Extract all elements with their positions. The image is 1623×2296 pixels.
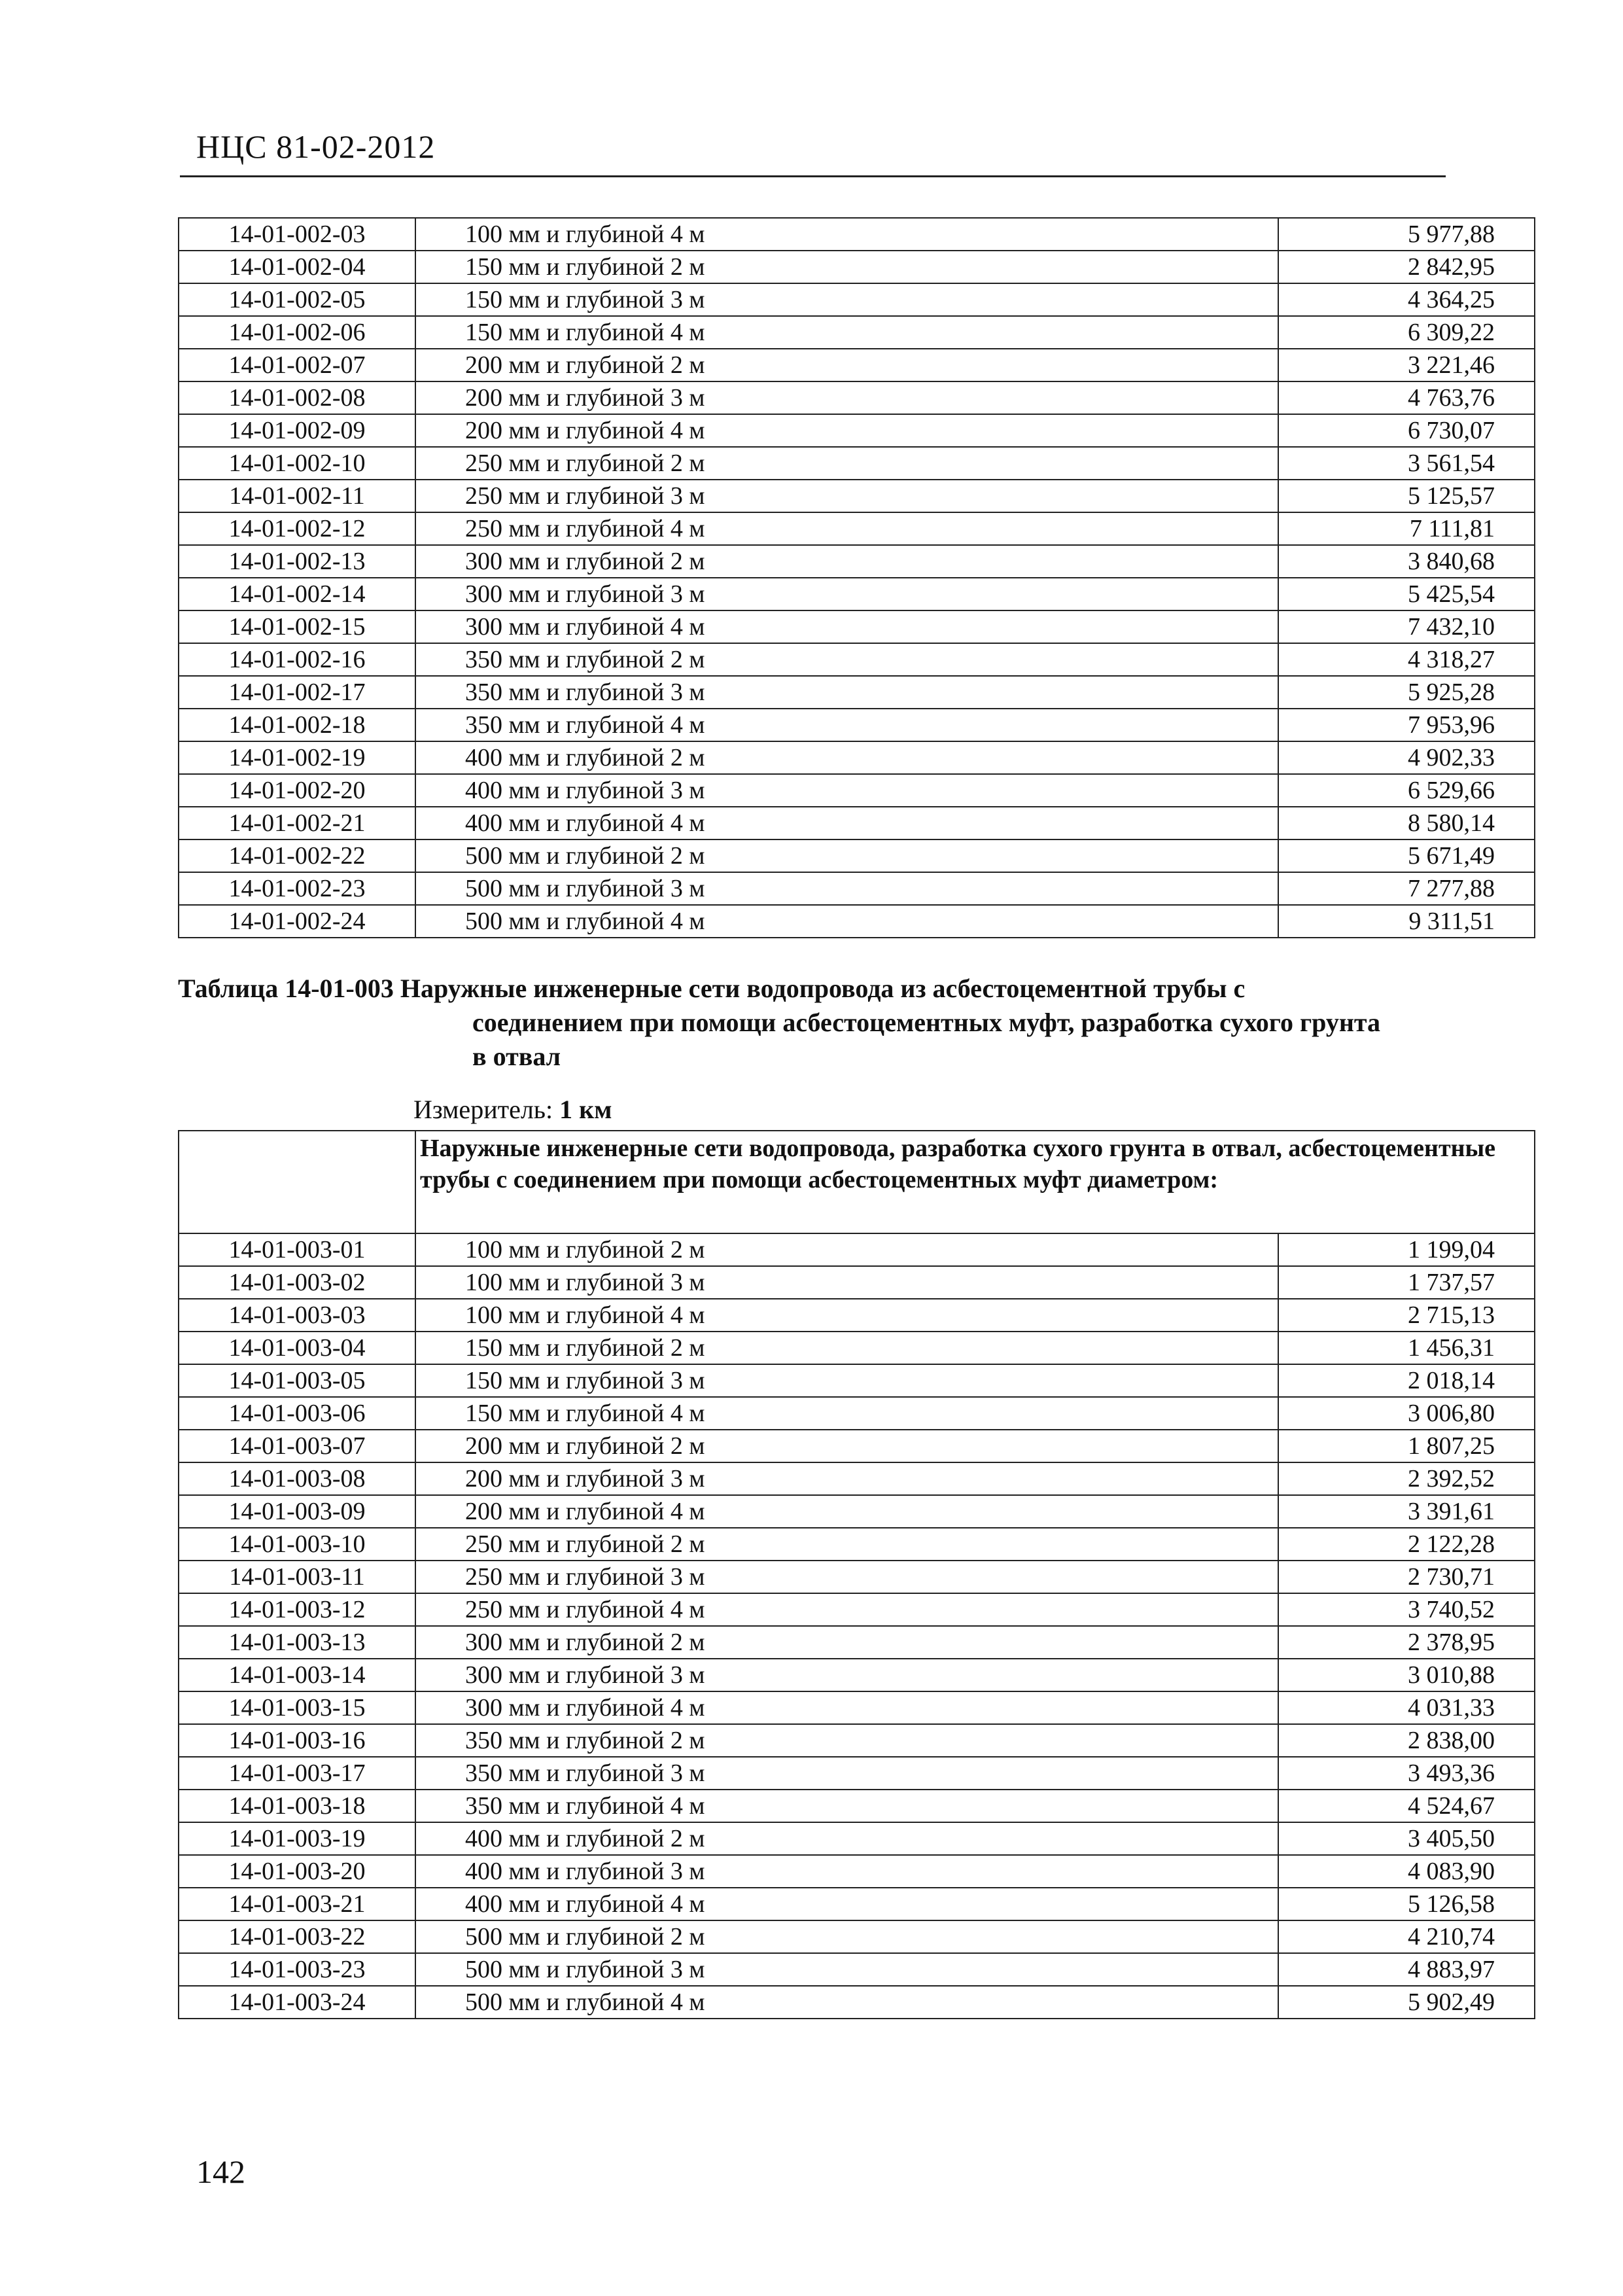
- table-row: [179, 218, 1535, 251]
- table-header-text: Наружные инженерные сети водопровода, разработка сухого грунта в отвал, асбестоцементные трубы с соединением при помощи асбестоцементных муфт диаметром:: [420, 1135, 1496, 1193]
- table-body: [179, 1131, 1535, 2019]
- table-header-row: [179, 1131, 1535, 1233]
- description-cell: 350 мм и глубиной 3 м: [415, 1757, 1278, 1790]
- table-header-empty-cell: [179, 1131, 415, 1233]
- table-row: [179, 1855, 1535, 1888]
- code-cell: 14-01-002-11: [179, 480, 415, 512]
- price-cell: 4 210,74: [1278, 1920, 1535, 1953]
- price-cell: 4 318,27: [1278, 643, 1535, 676]
- table-row: [179, 1233, 1535, 1266]
- document-title: НЦС 81-02-2012: [196, 128, 436, 165]
- price-cell: 7 111,81: [1278, 512, 1535, 545]
- description-cell: 150 мм и глубиной 2 м: [415, 251, 1278, 283]
- description-cell: 400 мм и глубиной 3 м: [415, 1855, 1278, 1888]
- code-cell: 14-01-003-03: [179, 1299, 415, 1332]
- price-cell: 2 392,52: [1278, 1462, 1535, 1495]
- description-cell: 250 мм и глубиной 4 м: [415, 512, 1278, 545]
- price-cell: 2 730,71: [1278, 1561, 1535, 1593]
- description-cell: 300 мм и глубиной 4 м: [415, 610, 1278, 643]
- code-cell: 14-01-003-04: [179, 1332, 415, 1364]
- code-cell: 14-01-002-21: [179, 807, 415, 839]
- description-cell: 200 мм и глубиной 3 м: [415, 381, 1278, 414]
- table-row: [179, 1724, 1535, 1757]
- code-cell: 14-01-002-04: [179, 251, 415, 283]
- table-row: [179, 1920, 1535, 1953]
- code-cell: 14-01-003-01: [179, 1233, 415, 1266]
- table-row: [179, 1299, 1535, 1332]
- table-row: [179, 610, 1535, 643]
- measurement-unit-value: 1 км: [559, 1095, 612, 1124]
- price-cell: 4 883,97: [1278, 1953, 1535, 1986]
- table-row: [179, 1822, 1535, 1855]
- description-cell: 250 мм и глубиной 4 м: [415, 1593, 1278, 1626]
- table-row: [179, 1626, 1535, 1659]
- page-number: 142: [196, 2153, 245, 2190]
- description-cell: 500 мм и глубиной 3 м: [415, 1953, 1278, 1986]
- price-cell: 6 730,07: [1278, 414, 1535, 447]
- description-cell: 300 мм и глубиной 2 м: [415, 545, 1278, 578]
- price-cell: 3 740,52: [1278, 1593, 1535, 1626]
- table-row: [179, 1593, 1535, 1626]
- code-cell: 14-01-002-12: [179, 512, 415, 545]
- price-cell: 6 309,22: [1278, 316, 1535, 349]
- price-cell: 2 378,95: [1278, 1626, 1535, 1659]
- description-cell: 350 мм и глубиной 3 м: [415, 676, 1278, 709]
- price-cell: 4 083,90: [1278, 1855, 1535, 1888]
- code-cell: 14-01-003-21: [179, 1888, 415, 1920]
- price-cell: 2 838,00: [1278, 1724, 1535, 1757]
- price-cell: 3 493,36: [1278, 1757, 1535, 1790]
- code-cell: 14-01-003-11: [179, 1561, 415, 1593]
- table-row: [179, 1332, 1535, 1364]
- table-row: [179, 1430, 1535, 1462]
- description-cell: 500 мм и глубиной 2 м: [415, 1920, 1278, 1953]
- table-row: [179, 251, 1535, 283]
- table-row: [179, 480, 1535, 512]
- table-body: [179, 218, 1535, 938]
- price-cell: 5 902,49: [1278, 1986, 1535, 2019]
- code-cell: 14-01-003-10: [179, 1528, 415, 1561]
- price-cell: 1 199,04: [1278, 1233, 1535, 1266]
- table-row: [179, 676, 1535, 709]
- price-cell: 5 125,57: [1278, 480, 1535, 512]
- description-cell: 100 мм и глубиной 2 м: [415, 1233, 1278, 1266]
- code-cell: 14-01-003-09: [179, 1495, 415, 1528]
- table-row: [179, 1659, 1535, 1691]
- description-cell: 200 мм и глубиной 4 м: [415, 414, 1278, 447]
- price-cell: 2 018,14: [1278, 1364, 1535, 1397]
- description-cell: 150 мм и глубиной 4 м: [415, 316, 1278, 349]
- price-cell: 4 902,33: [1278, 741, 1535, 774]
- code-cell: 14-01-002-16: [179, 643, 415, 676]
- code-cell: 14-01-002-23: [179, 872, 415, 905]
- table-caption-line-1: Наружные инженерные сети водопровода из асбестоцементной трубы с: [400, 974, 1246, 1003]
- price-cell: 7 432,10: [1278, 610, 1535, 643]
- code-cell: 14-01-002-08: [179, 381, 415, 414]
- code-cell: 14-01-002-14: [179, 578, 415, 610]
- description-cell: 150 мм и глубиной 3 м: [415, 1364, 1278, 1397]
- table-row: [179, 1397, 1535, 1430]
- code-cell: 14-01-002-03: [179, 218, 415, 251]
- price-cell: 5 425,54: [1278, 578, 1535, 610]
- measurement-unit-label: Измеритель:: [413, 1095, 553, 1124]
- price-cell: 5 925,28: [1278, 676, 1535, 709]
- price-table-14-01-002: [178, 217, 1535, 938]
- code-cell: 14-01-003-07: [179, 1430, 415, 1462]
- code-cell: 14-01-003-16: [179, 1724, 415, 1757]
- code-cell: 14-01-002-10: [179, 447, 415, 480]
- description-cell: 250 мм и глубиной 2 м: [415, 447, 1278, 480]
- price-cell: 6 529,66: [1278, 774, 1535, 807]
- description-cell: 250 мм и глубиной 3 м: [415, 480, 1278, 512]
- description-cell: 400 мм и глубиной 4 м: [415, 1888, 1278, 1920]
- price-cell: 1 737,57: [1278, 1266, 1535, 1299]
- price-cell: 1 456,31: [1278, 1332, 1535, 1364]
- price-cell: 3 391,61: [1278, 1495, 1535, 1528]
- table-row: [179, 1790, 1535, 1822]
- price-cell: 2 122,28: [1278, 1528, 1535, 1561]
- code-cell: 14-01-002-05: [179, 283, 415, 316]
- code-cell: 14-01-003-19: [179, 1822, 415, 1855]
- description-cell: 400 мм и глубиной 4 м: [415, 807, 1278, 839]
- price-cell: 1 807,25: [1278, 1430, 1535, 1462]
- table-row: [179, 1266, 1535, 1299]
- table-row: [179, 839, 1535, 872]
- price-cell: 2 842,95: [1278, 251, 1535, 283]
- code-cell: 14-01-003-02: [179, 1266, 415, 1299]
- code-cell: 14-01-002-09: [179, 414, 415, 447]
- description-cell: 100 мм и глубиной 3 м: [415, 1266, 1278, 1299]
- table-row: [179, 414, 1535, 447]
- description-cell: 350 мм и глубиной 4 м: [415, 709, 1278, 741]
- table-caption-label: Таблица 14-01-003: [178, 974, 394, 1003]
- code-cell: 14-01-002-15: [179, 610, 415, 643]
- price-cell: 3 405,50: [1278, 1822, 1535, 1855]
- code-cell: 14-01-003-18: [179, 1790, 415, 1822]
- description-cell: 400 мм и глубиной 2 м: [415, 741, 1278, 774]
- description-cell: 250 мм и глубиной 2 м: [415, 1528, 1278, 1561]
- description-cell: 500 мм и глубиной 4 м: [415, 905, 1278, 938]
- code-cell: 14-01-002-19: [179, 741, 415, 774]
- table-row: [179, 1888, 1535, 1920]
- description-cell: 500 мм и глубиной 3 м: [415, 872, 1278, 905]
- code-cell: 14-01-003-12: [179, 1593, 415, 1626]
- price-cell: 2 715,13: [1278, 1299, 1535, 1332]
- table-row: [179, 1462, 1535, 1495]
- description-cell: 300 мм и глубиной 3 м: [415, 578, 1278, 610]
- code-cell: 14-01-002-07: [179, 349, 415, 381]
- code-cell: 14-01-002-20: [179, 774, 415, 807]
- table-row: [179, 1953, 1535, 1986]
- table-caption-line-3: в отвал: [472, 1042, 561, 1071]
- price-cell: 5 126,58: [1278, 1888, 1535, 1920]
- price-cell: 7 953,96: [1278, 709, 1535, 741]
- code-cell: 14-01-002-24: [179, 905, 415, 938]
- table-row: [179, 1561, 1535, 1593]
- table-row: [179, 1528, 1535, 1561]
- table-row: [179, 1364, 1535, 1397]
- code-cell: 14-01-003-05: [179, 1364, 415, 1397]
- table-row: [179, 578, 1535, 610]
- table-row: [179, 774, 1535, 807]
- description-cell: 200 мм и глубиной 4 м: [415, 1495, 1278, 1528]
- header-divider: [180, 175, 1446, 177]
- table-row: [179, 447, 1535, 480]
- table-row: [179, 316, 1535, 349]
- price-cell: 8 580,14: [1278, 807, 1535, 839]
- code-cell: 14-01-002-06: [179, 316, 415, 349]
- code-cell: 14-01-003-06: [179, 1397, 415, 1430]
- code-cell: 14-01-003-08: [179, 1462, 415, 1495]
- price-cell: 9 311,51: [1278, 905, 1535, 938]
- code-cell: 14-01-003-14: [179, 1659, 415, 1691]
- code-cell: 14-01-003-13: [179, 1626, 415, 1659]
- price-cell: 3 561,54: [1278, 447, 1535, 480]
- table-row: [179, 1986, 1535, 2019]
- description-cell: 300 мм и глубиной 2 м: [415, 1626, 1278, 1659]
- description-cell: 350 мм и глубиной 4 м: [415, 1790, 1278, 1822]
- table-row: [179, 1757, 1535, 1790]
- price-cell: 5 977,88: [1278, 218, 1535, 251]
- table-row: [179, 1495, 1535, 1528]
- table-row: [179, 643, 1535, 676]
- code-cell: 14-01-003-22: [179, 1920, 415, 1953]
- description-cell: 200 мм и глубиной 2 м: [415, 1430, 1278, 1462]
- description-cell: 150 мм и глубиной 4 м: [415, 1397, 1278, 1430]
- table-row: [179, 283, 1535, 316]
- table-header-cell: [415, 1131, 1535, 1233]
- code-cell: 14-01-003-17: [179, 1757, 415, 1790]
- description-cell: 200 мм и глубиной 2 м: [415, 349, 1278, 381]
- price-cell: 4 031,33: [1278, 1691, 1535, 1724]
- price-cell: 3 221,46: [1278, 349, 1535, 381]
- code-cell: 14-01-003-15: [179, 1691, 415, 1724]
- table-row: [179, 741, 1535, 774]
- table-row: [179, 709, 1535, 741]
- code-cell: 14-01-003-24: [179, 1986, 415, 2019]
- price-cell: 3 006,80: [1278, 1397, 1535, 1430]
- code-cell: 14-01-002-13: [179, 545, 415, 578]
- description-cell: 150 мм и глубиной 3 м: [415, 283, 1278, 316]
- table-caption: [178, 972, 1460, 1074]
- table-row: [179, 1691, 1535, 1724]
- table-row: [179, 872, 1535, 905]
- description-cell: 500 мм и глубиной 4 м: [415, 1986, 1278, 2019]
- description-cell: 400 мм и глубиной 2 м: [415, 1822, 1278, 1855]
- description-cell: 500 мм и глубиной 2 м: [415, 839, 1278, 872]
- price-table-14-01-003: [178, 1130, 1535, 2019]
- code-cell: 14-01-003-20: [179, 1855, 415, 1888]
- price-cell: 3 840,68: [1278, 545, 1535, 578]
- table-row: [179, 807, 1535, 839]
- price-cell: 7 277,88: [1278, 872, 1535, 905]
- description-cell: 400 мм и глубиной 3 м: [415, 774, 1278, 807]
- description-cell: 350 мм и глубиной 2 м: [415, 643, 1278, 676]
- description-cell: 200 мм и глубиной 3 м: [415, 1462, 1278, 1495]
- price-cell: 4 364,25: [1278, 283, 1535, 316]
- code-cell: 14-01-002-22: [179, 839, 415, 872]
- description-cell: 300 мм и глубиной 4 м: [415, 1691, 1278, 1724]
- price-cell: 4 763,76: [1278, 381, 1535, 414]
- description-cell: 150 мм и глубиной 2 м: [415, 1332, 1278, 1364]
- table-row: [179, 545, 1535, 578]
- description-cell: 100 мм и глубиной 4 м: [415, 218, 1278, 251]
- table-row: [179, 381, 1535, 414]
- description-cell: 300 мм и глубиной 3 м: [415, 1659, 1278, 1691]
- price-cell: 4 524,67: [1278, 1790, 1535, 1822]
- price-cell: 3 010,88: [1278, 1659, 1535, 1691]
- code-cell: 14-01-002-18: [179, 709, 415, 741]
- table-row: [179, 349, 1535, 381]
- measurement-unit: [413, 1094, 612, 1125]
- table-row: [179, 905, 1535, 938]
- description-cell: 350 мм и глубиной 2 м: [415, 1724, 1278, 1757]
- table-row: [179, 512, 1535, 545]
- description-cell: 250 мм и глубиной 3 м: [415, 1561, 1278, 1593]
- description-cell: 100 мм и глубиной 4 м: [415, 1299, 1278, 1332]
- price-cell: 5 671,49: [1278, 839, 1535, 872]
- table-caption-line-2: соединением при помощи асбестоцементных муфт, разработка сухого грунта: [472, 1008, 1381, 1037]
- code-cell: 14-01-003-23: [179, 1953, 415, 1986]
- code-cell: 14-01-002-17: [179, 676, 415, 709]
